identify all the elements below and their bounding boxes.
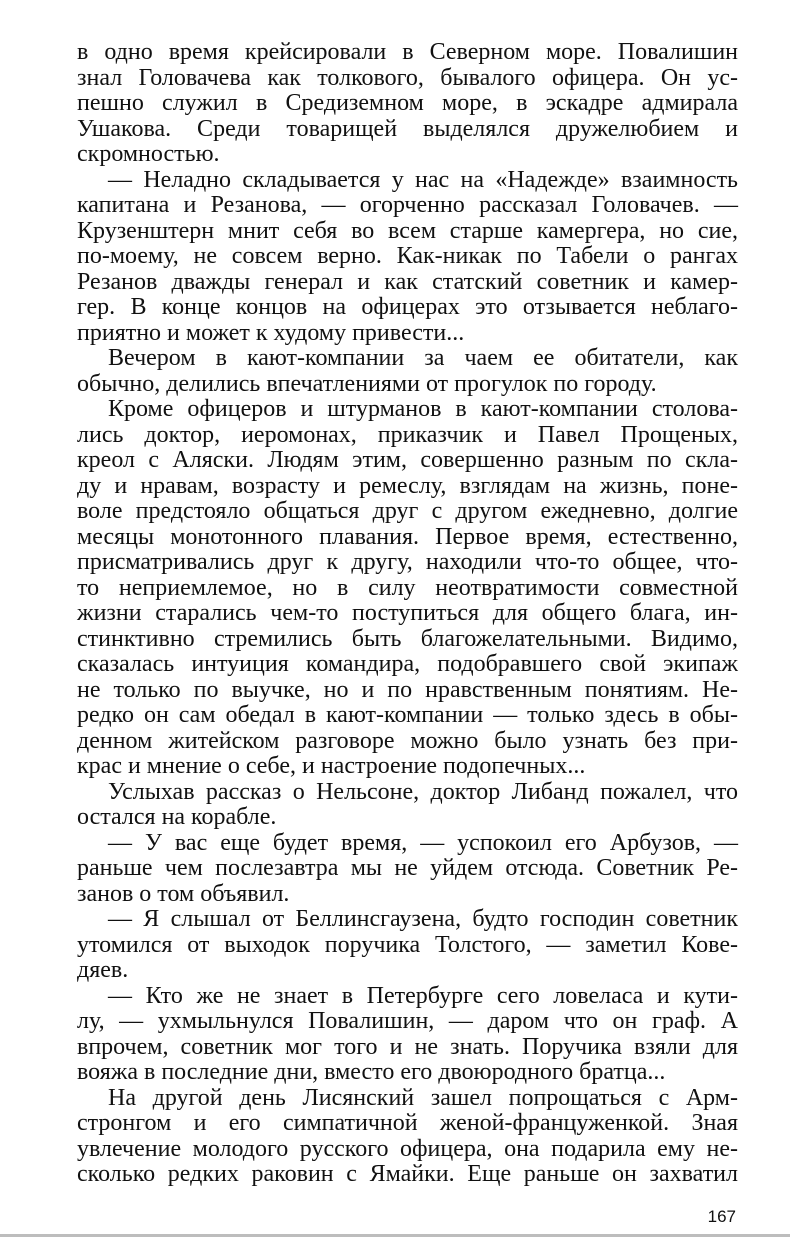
- text-line: — Неладно складывается у нас на «Надежде» взаимность: [108, 166, 738, 193]
- text-line: занов о том объявил.: [77, 880, 290, 907]
- text-line: не только по выучке, но и по нравственным понятиям. Не-: [77, 676, 738, 703]
- text-line: — Я слышал от Беллинсгаузена, будто господин советник: [108, 906, 738, 932]
- text-line: жизни старались чем-то поступиться для общего блага, ин-: [77, 600, 738, 626]
- page-body-text: [77, 40, 738, 1188]
- text-line: знал Головачева как толкового, бывалого офицера. Он ус-: [77, 64, 738, 91]
- text-line: На другой день Лисянский зашел попрощаться с Арм-: [108, 1084, 738, 1111]
- text-line: приятно и может к худому привести...: [77, 319, 465, 346]
- text-line: увлечение молодого русского офицера, она подарила ему не-: [77, 1135, 738, 1162]
- text-line: присматривались друг к другу, находили что-то общее, что-: [77, 549, 738, 575]
- text-line: сказалась интуиция командира, подобравшего свой экипаж: [77, 651, 738, 677]
- text-line: капитана и Резанова, — огорченно рассказал Головачев. —: [77, 192, 738, 218]
- text-line: лу, — ухмыльнулся Повалишин, — даром что он граф. А: [77, 1008, 738, 1034]
- text-line: вояжа в последние дни, вместо его двоюродного братца...: [77, 1059, 666, 1085]
- text-line: ду и нравам, возрасту и ремеслу, взглядам на жизнь, поне-: [77, 472, 738, 499]
- page-number: 167: [707, 1207, 736, 1226]
- text-line: креол с Аляски. Людям этим, совершенно разным по скла-: [77, 447, 738, 473]
- text-line: — У вас еще будет время, — успокоил его Арбузов, —: [108, 829, 738, 856]
- text-line: сколько редких раковин с Ямайки. Еще раньше он захватил: [77, 1161, 738, 1187]
- text-line: дяев.: [77, 957, 129, 983]
- text-line: воле предстояло общаться друг с другом ежедневно, долгие: [77, 498, 738, 524]
- text-line: по-моему, не совсем верно. Как-никак по Табели о рангах: [77, 243, 738, 269]
- text-line: Кроме офицеров и штурманов в кают-компании столова-: [108, 396, 738, 422]
- text-line: утомился от выходок поручика Толстого, — заметил Кове-: [77, 931, 738, 958]
- text-line: впрочем, советник мог того и не знать. Поручика взяли для: [77, 1033, 738, 1060]
- text-line: крас и мнение о себе, и настроение подопечных...: [77, 753, 586, 779]
- text-line: редко он сам обедал в кают-компании — только здесь в обы-: [77, 702, 738, 728]
- text-line: пешно служил в Средиземном море, в эскадре адмирала: [77, 90, 738, 116]
- text-line: Резанов дважды генерал и как статский советник и камер-: [77, 268, 738, 295]
- text-line: в одно время крейсировали в Северном море. Повалишин: [77, 39, 738, 65]
- text-line: лись доктор, иеромонах, приказчик и Павел Прощеных,: [77, 421, 738, 448]
- text-line: месяцы монотонного плавания. Первое время, естественно,: [77, 523, 738, 550]
- text-line: Услыхав рассказ о Нельсоне, доктор Либанд пожалел, что: [108, 778, 738, 805]
- text-line: Крузенштерн мнит себя во всем старше камергера, но сие,: [77, 217, 738, 244]
- text-line: Ушакова. Среди товарищей выделялся дружелюбием и: [77, 115, 738, 142]
- text-line: стинктивно стремились быть благожелательными. Видимо,: [77, 625, 738, 652]
- text-line: то неприемлемое, но в силу неотвратимости совместной: [77, 574, 738, 601]
- text-line: гер. В конце концов на офицерах это отзывается неблаго-: [77, 294, 738, 320]
- text-line: — Кто же не знает в Петербурге сего ловеласа и кути-: [108, 982, 738, 1009]
- text-line: обычно, делились впечатлениями от прогулок по городу.: [77, 370, 657, 397]
- text-line: Вечером в кают-компании за чаем ее обитатели, как: [108, 345, 738, 371]
- text-line: остался на корабле.: [77, 804, 277, 830]
- text-line: скромностью.: [77, 141, 220, 167]
- text-line: стронгом и его симпатичной женой-француженкой. Зная: [77, 1110, 738, 1136]
- text-line: раньше чем послезавтра мы не уйдем отсюда. Советник Ре-: [77, 855, 738, 881]
- text-line: денном житейском разговоре можно было узнать без при-: [77, 727, 738, 754]
